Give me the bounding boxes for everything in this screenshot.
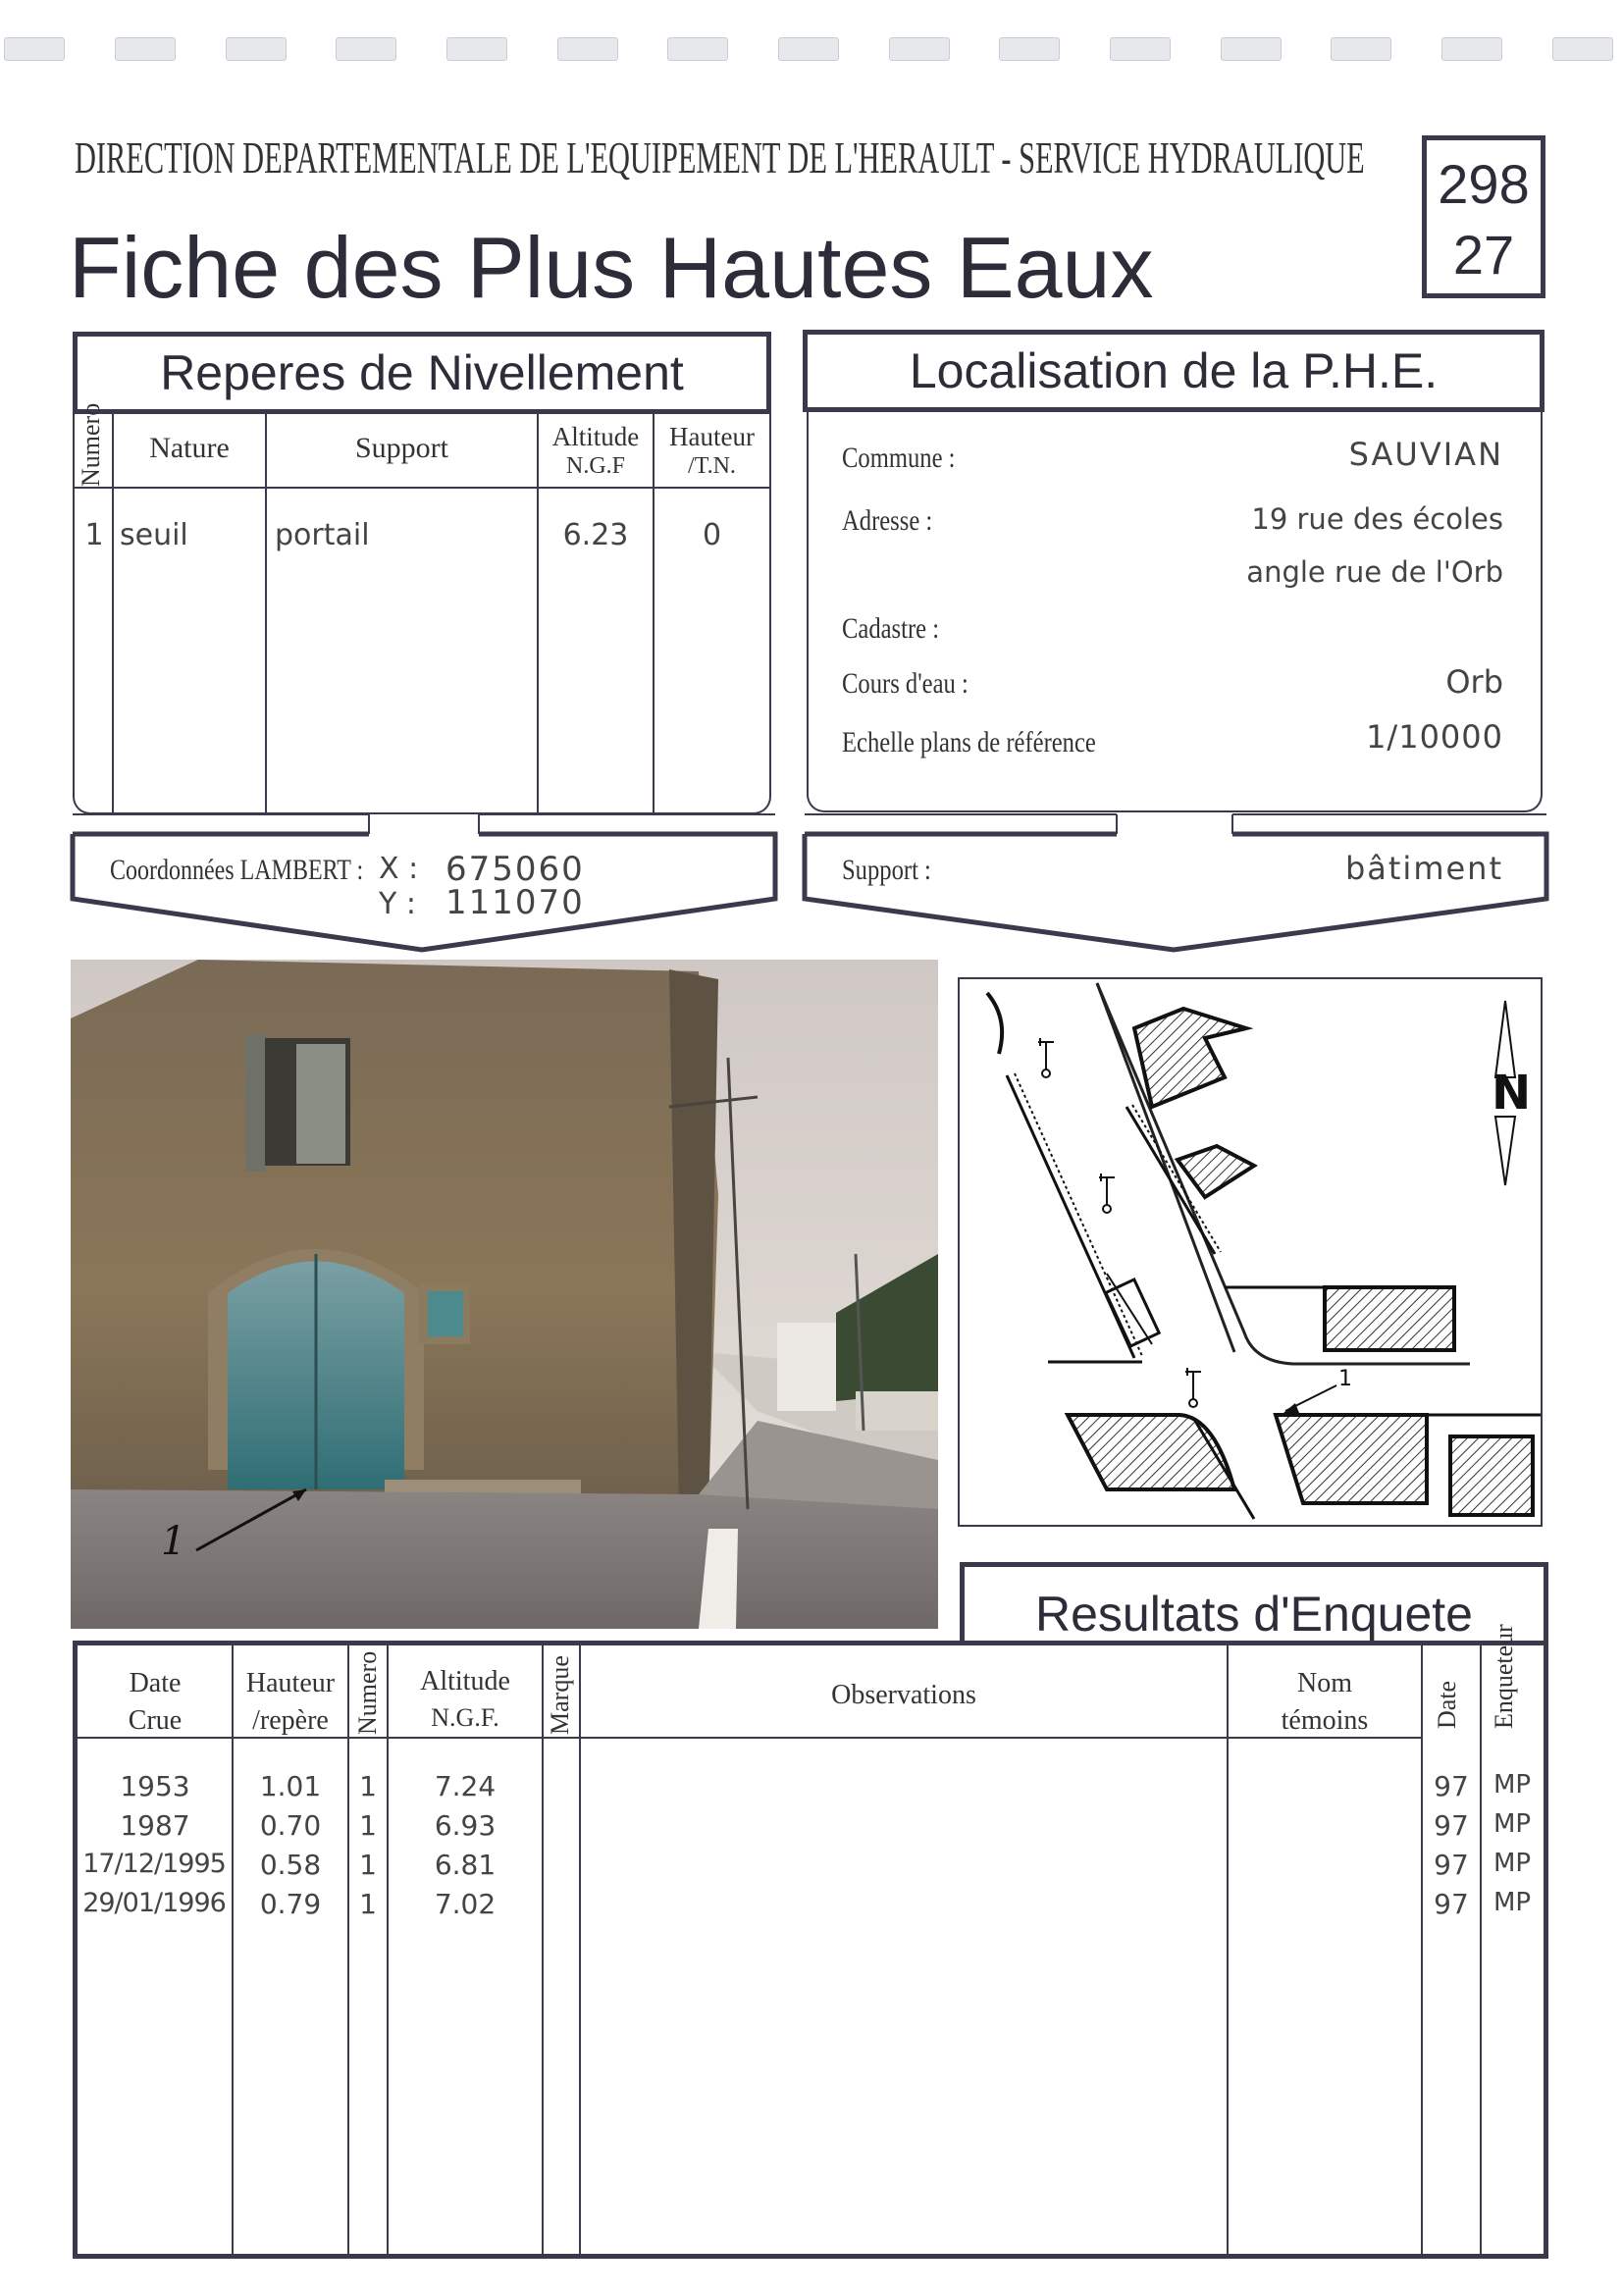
resultats-row-date: 17/12/1995 <box>82 1849 226 1879</box>
reperes-row-hauteur: 0 <box>702 518 722 552</box>
resultats-row-hauteur: 1.01 <box>259 1770 322 1802</box>
reperes-row-nature: seuil <box>120 518 188 552</box>
resultats-row-hauteur: 0.58 <box>259 1849 322 1881</box>
resultats-row-altitude: 7.24 <box>434 1770 497 1802</box>
resultats-row-hauteur: 0.79 <box>259 1888 322 1920</box>
department-header: DIRECTION DEPARTEMENTALE DE L'EQUIPEMENT DE L'HERAULT - SERVICE HYDRAULIQUE <box>75 132 1365 183</box>
coordinates-x-label: X : <box>379 852 419 886</box>
echelle-value: 1/10000 <box>1366 718 1503 756</box>
resultats-col-hauteur-1: Hauteur <box>245 1668 336 1698</box>
support-value: bâtiment <box>1344 850 1503 887</box>
resultats-col-numero: Numero <box>353 1650 382 1735</box>
resultats-col-enqueteur: Enqueteur <box>1490 1624 1518 1729</box>
building-photo <box>71 960 938 1629</box>
page-title: Fiche des Plus Hautes Eaux <box>69 219 1154 316</box>
cours-eau-value: Orb <box>1445 663 1503 701</box>
resultats-row-numero: 1 <box>359 1809 377 1842</box>
resultats-row-numero: 1 <box>359 1770 377 1802</box>
support-label: Support : <box>842 854 931 886</box>
reperes-col-support: Support <box>354 432 448 464</box>
resultats-col-nom-1: Nom <box>1297 1668 1352 1698</box>
reperes-col-hauteur-1: Hauteur <box>669 422 755 451</box>
fiche-code-bottom: 27 <box>1452 224 1515 286</box>
resultats-col-date-1: Date <box>129 1668 182 1698</box>
reperes-col-hauteur-2: /T.N. <box>688 453 736 479</box>
resultats-col-date-2: Crue <box>128 1705 183 1736</box>
reperes-row-altitude: 6.23 <box>562 518 629 552</box>
reperes-col-nature: Nature <box>149 432 230 464</box>
location-map <box>958 977 1543 1527</box>
reperes-heading-box <box>73 332 771 414</box>
resultats-heading: Resultats d'Enquete <box>1035 1586 1473 1642</box>
resultats-row-enqueteur: MP <box>1492 1888 1532 1917</box>
resultats-row-numero: 1 <box>359 1849 377 1881</box>
reperes-col-numero: Numero <box>77 402 105 487</box>
map-drawing <box>960 979 1541 1525</box>
resultats-row-date-enquete: 97 <box>1434 1770 1469 1802</box>
commune-value: SAUVIAN <box>1348 436 1503 473</box>
resultats-row-altitude: 6.93 <box>434 1809 497 1842</box>
reperes-row-numero: 1 <box>84 518 104 552</box>
resultats-col-marque: Marque <box>546 1655 574 1735</box>
resultats-row-date-enquete: 97 <box>1434 1888 1469 1920</box>
resultats-col-hauteur-2: /repère <box>252 1705 329 1736</box>
resultats-row-hauteur: 0.70 <box>259 1809 322 1842</box>
resultats-row-enqueteur: MP <box>1492 1809 1532 1839</box>
resultats-col-observations: Observations <box>831 1680 976 1710</box>
reperes-col-altitude-1: Altitude <box>551 422 640 451</box>
fiche-code-top: 298 <box>1438 153 1530 215</box>
adresse-line-2: angle rue de l'Orb <box>1246 555 1503 589</box>
cadastre-label: Cadastre : <box>842 612 940 645</box>
resultats-heading-box <box>960 1562 1548 1643</box>
resultats-col-altitude-1: Altitude <box>420 1666 510 1696</box>
resultats-col-altitude-2: N.G.F. <box>431 1703 499 1732</box>
reperes-heading: Reperes de Nivellement <box>160 345 684 400</box>
resultats-row-date-enquete: 97 <box>1434 1809 1469 1842</box>
north-indicator: N <box>1492 1066 1532 1121</box>
resultats-row-enqueteur: MP <box>1492 1849 1532 1878</box>
cours-eau-label: Cours d'eau : <box>842 667 969 700</box>
resultats-row-altitude: 6.81 <box>434 1849 497 1881</box>
reperes-row-support: portail <box>275 518 370 552</box>
resultats-col-date: Date <box>1433 1680 1461 1729</box>
coordinates-y-label: Y : <box>379 887 416 921</box>
resultats-row-date: 29/01/1996 <box>82 1888 226 1918</box>
localisation-heading-box <box>803 330 1544 412</box>
resultats-col-nom-2: témoins <box>1281 1705 1369 1736</box>
coordinates-label: Coordonnées LAMBERT : <box>110 854 364 886</box>
adresse-label: Adresse : <box>842 504 933 537</box>
photo-marker: 1 <box>161 1519 186 1564</box>
resultats-row-numero: 1 <box>359 1888 377 1920</box>
resultats-row-date-enquete: 97 <box>1434 1849 1469 1881</box>
resultats-row-date: 1953 <box>120 1770 190 1802</box>
coordinates-y-value: 111070 <box>445 883 585 922</box>
resultats-row-date: 1987 <box>120 1809 190 1842</box>
commune-label: Commune : <box>842 442 956 474</box>
resultats-row-altitude: 7.02 <box>434 1888 497 1920</box>
coordinates-x-value: 675060 <box>445 850 585 889</box>
resultats-row-enqueteur: MP <box>1492 1770 1532 1800</box>
echelle-label: Echelle plans de référence <box>842 726 1096 758</box>
fiche-code-box <box>1422 135 1545 298</box>
adresse-line-1: 19 rue des écoles <box>1251 502 1503 536</box>
map-marker: 1 <box>1338 1367 1352 1391</box>
reperes-col-altitude-2: N.G.F <box>565 453 625 479</box>
localisation-heading: Localisation de la P.H.E. <box>909 343 1439 398</box>
